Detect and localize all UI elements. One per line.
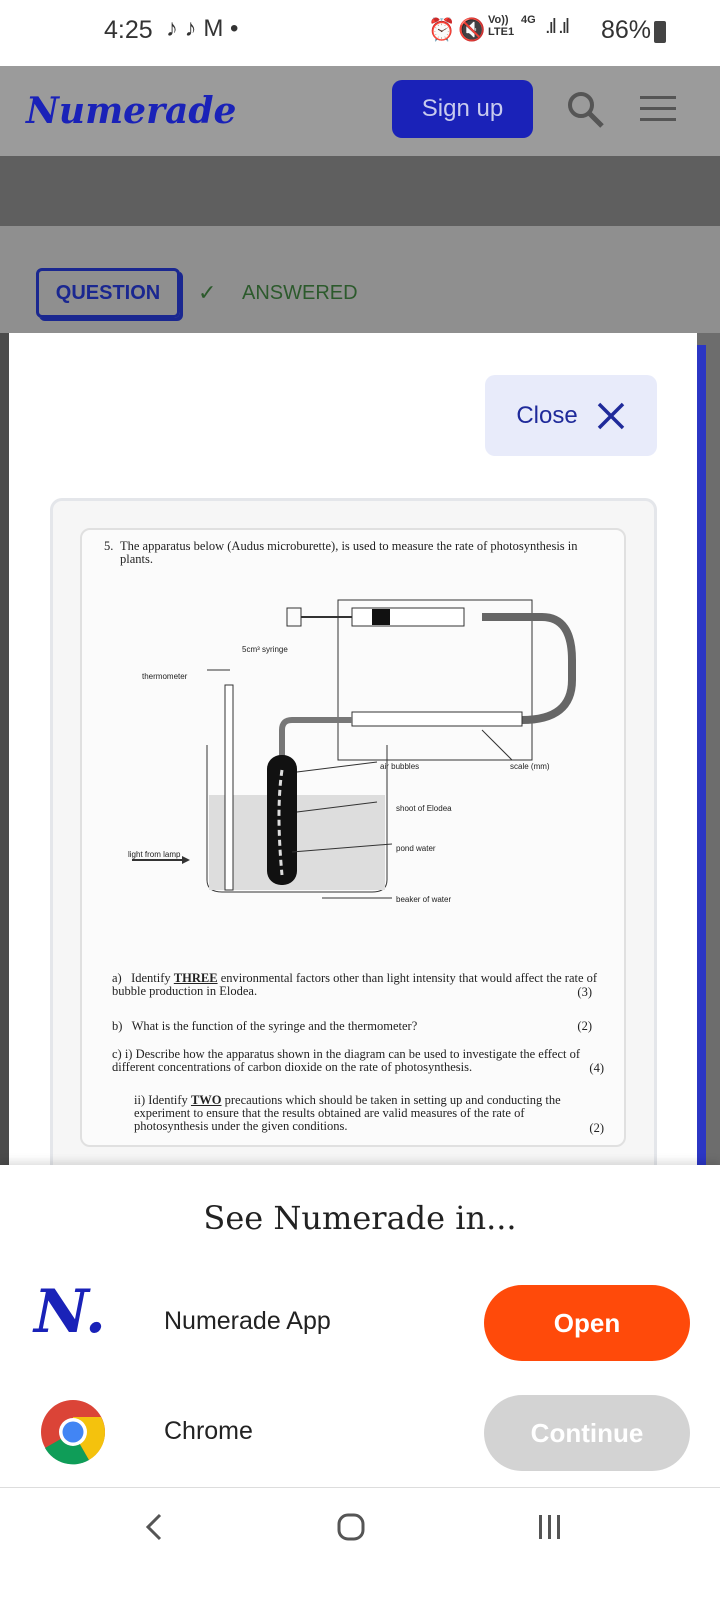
check-icon: ✓ — [198, 280, 217, 305]
label-pond-water: pond water — [396, 844, 436, 853]
q-label: c) i) — [112, 1047, 133, 1061]
numerade-logo[interactable]: Numerade — [26, 90, 237, 132]
q-emphasis: THREE — [173, 971, 218, 985]
battery-level: 86% — [601, 16, 652, 44]
question-tag: QUESTION — [36, 268, 180, 318]
continue-button[interactable]: Continue — [484, 1395, 690, 1471]
label-beaker: beaker of water — [396, 895, 452, 904]
back-icon[interactable] — [142, 1512, 166, 1542]
answered-tag: ANSWERED — [242, 282, 358, 304]
signal-icon: .ıl .ıl — [545, 16, 568, 38]
network-indicator — [488, 14, 514, 38]
q-text: precautions which should be taken in setting up and conducting the experiment to ensure that the results obtained are valid measures of the rate of photosynthesis under the given conditions. — [134, 1093, 561, 1133]
q-marks: (2) — [577, 1019, 592, 1033]
q-text: Describe how the apparatus shown in the diagram can be used to investigate the effect of different concentrations of carbon dioxide on the rate of photosynthesis. — [112, 1047, 581, 1074]
recents-icon[interactable] — [536, 1512, 564, 1542]
question-b — [112, 1020, 612, 1033]
q-emphasis: TWO — [190, 1093, 222, 1107]
alarm-icon: ⏰ — [428, 17, 456, 42]
q-text: Identify — [148, 1093, 191, 1107]
site-header — [0, 66, 720, 156]
browser-option-name: Chrome — [164, 1417, 253, 1445]
lte-label: LTE1 — [488, 26, 515, 38]
q-label: a) — [112, 971, 122, 985]
q-marks: (2) — [589, 1121, 604, 1135]
app-option-name: Numerade App — [164, 1307, 331, 1335]
home-icon[interactable] — [336, 1512, 366, 1542]
close-label: Close — [516, 401, 578, 429]
q-marks: (3) — [577, 985, 592, 999]
search-icon[interactable] — [566, 90, 606, 130]
label-syringe: 5cm³ syringe — [242, 645, 288, 654]
open-app-button[interactable]: Open — [484, 1285, 690, 1361]
data-type: 4G — [521, 14, 536, 26]
signup-button[interactable]: Sign up — [392, 80, 533, 138]
question-tags — [0, 226, 720, 333]
q-text: Identify — [131, 971, 174, 985]
sheet-title: See Numerade in... — [203, 1199, 517, 1237]
backdrop-accent — [697, 345, 706, 1165]
battery-icon — [654, 21, 666, 43]
q-text: environmental factors other than light intensity that would affect the rate of bubble production in Elodea. — [112, 971, 598, 998]
label-light: light from lamp — [128, 850, 181, 859]
backdrop — [0, 156, 720, 226]
close-icon — [596, 401, 626, 431]
question-intro: The apparatus below (Audus microburette), is used to measure the rate of photosynthesis in plants. — [120, 539, 578, 566]
q-marks: (4) — [589, 1061, 604, 1075]
open-in-sheet — [0, 1165, 720, 1487]
label-thermometer: thermometer — [142, 672, 188, 681]
q-label: ii) — [134, 1093, 146, 1107]
close-button[interactable] — [485, 375, 657, 456]
numerade-app-icon: N. — [34, 1277, 106, 1347]
navigation-bar — [0, 1487, 720, 1600]
label-scale: scale (mm) — [510, 762, 550, 771]
question-c-i — [112, 1048, 624, 1074]
question-c-ii — [134, 1094, 624, 1133]
volte-label: Vo)) — [488, 14, 509, 26]
question-number: 5. — [104, 539, 114, 553]
question-image — [80, 528, 626, 1147]
chrome-icon — [40, 1399, 106, 1465]
label-air-bubbles: air bubbles — [380, 762, 420, 771]
menu-icon[interactable] — [640, 94, 678, 124]
q-text: What is the function of the syringe and the thermometer? — [131, 1019, 418, 1033]
label-shoot: shoot of Elodea — [396, 804, 452, 813]
q-label: b) — [112, 1019, 123, 1033]
backdrop — [0, 333, 9, 1165]
mute-icon: 🔇 — [458, 17, 486, 42]
clock: 4:25 — [104, 16, 153, 44]
status-bar — [0, 0, 720, 66]
question-a — [112, 972, 612, 998]
notification-icons: ♪ ♪ M • — [166, 15, 239, 42]
